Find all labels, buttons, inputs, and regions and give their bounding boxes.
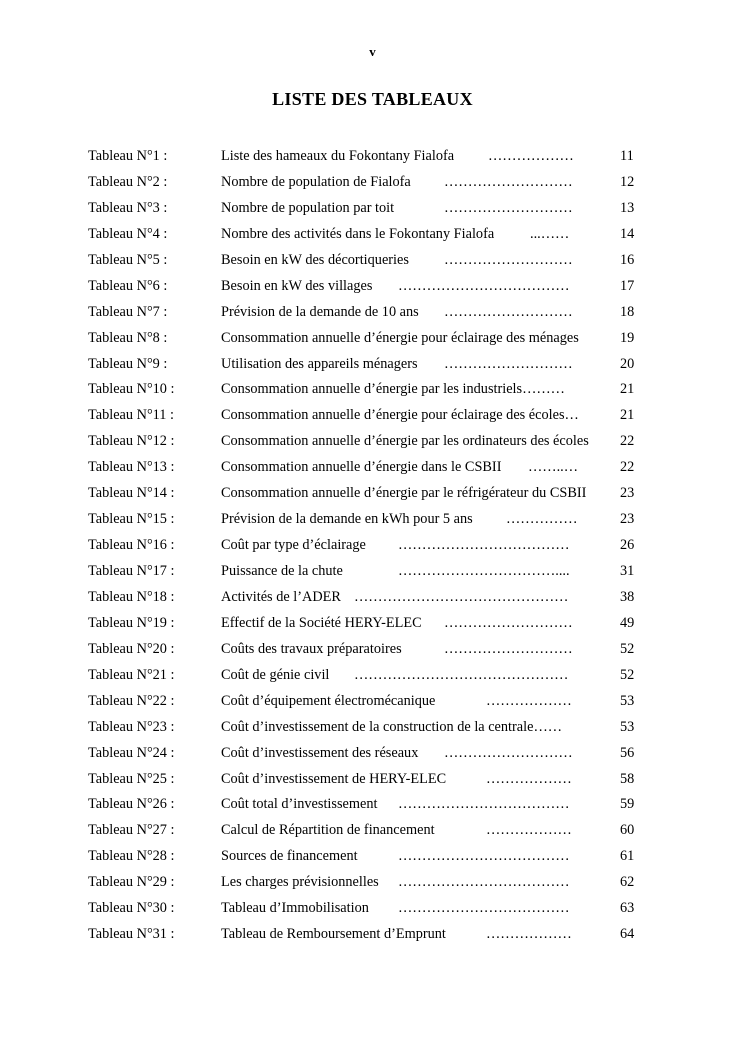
toc-entry-page-number: 52: [620, 666, 635, 683]
toc-entry[interactable]: [88, 481, 648, 507]
toc-entry[interactable]: [88, 507, 648, 533]
toc-entry-page-number: 11: [620, 148, 634, 164]
toc-entry-leader-dots: ………………………………: [398, 848, 570, 865]
toc-entry-label: Tableau N°19 :: [88, 614, 175, 631]
toc-entry-title: Consommation annuelle d’énergie par les industriels………: [221, 381, 565, 398]
toc-entry-page-number: 22: [620, 459, 635, 476]
toc-entry-title: Consommation annuelle d’énergie pour éclairage des écoles…: [221, 407, 579, 424]
toc-entry-title: Besoin en kW des villages: [221, 277, 373, 294]
toc-entry-title: Puissance de la chute: [221, 563, 343, 579]
toc-entry-label: Tableau N°21 :: [88, 666, 175, 683]
toc-entry[interactable]: [88, 637, 648, 663]
toc-entry-leader-dots: ………………………………………: [354, 588, 569, 605]
toc-entry-title: Nombre de population par toit: [221, 199, 395, 216]
toc-entry-title: Besoin en kW des décortiqueries: [221, 251, 409, 268]
toc-entry-page-number: 61: [620, 848, 635, 865]
toc-entry-leader-dots: ………………………: [444, 744, 573, 761]
toc-entry-page-number: 53: [620, 718, 635, 735]
toc-entry-label: Tableau N°23 :: [88, 718, 175, 735]
toc-entry-page-number: 20: [620, 355, 635, 372]
toc-entry-leader-dots: ………………………………………: [354, 666, 569, 683]
toc-entry-title: Utilisation des appareils ménagers: [221, 355, 418, 372]
toc-entry[interactable]: [88, 222, 648, 248]
toc-entry-page-number: 19: [620, 329, 635, 346]
toc-entry[interactable]: [88, 403, 648, 429]
toc-entry-title: Consommation annuelle d’énergie par les ordinateurs des écoles: [221, 433, 589, 450]
toc-entry-label: Tableau N°29 :: [88, 874, 175, 891]
toc-entry-leader-dots: ……………: [506, 511, 578, 528]
toc-entry-leader-dots: ………………: [486, 926, 572, 943]
toc-entry-label: Tableau N°6 :: [88, 277, 168, 294]
toc-entry-label: Tableau N°20 :: [88, 640, 175, 657]
toc-entry[interactable]: [88, 896, 648, 922]
toc-entry-leader-dots: ………………: [486, 770, 572, 787]
toc-entry-page-number: 23: [620, 485, 635, 502]
toc-entry-label: Tableau N°9 :: [88, 355, 168, 372]
toc-entry[interactable]: [88, 818, 648, 844]
toc-entry-label: Tableau N°7 :: [88, 303, 168, 320]
toc-entry-page-number: 64: [620, 926, 635, 943]
toc-entry-label: Tableau N°30 :: [88, 900, 175, 917]
toc-entry[interactable]: [88, 870, 648, 896]
toc-entry-leader-dots: ………………: [486, 822, 572, 839]
toc-entry[interactable]: [88, 559, 648, 585]
toc-entry[interactable]: [88, 455, 648, 481]
toc-entry[interactable]: [88, 844, 648, 870]
toc-entry[interactable]: [88, 792, 648, 818]
toc-entry-title: Tableau d’Immobilisation: [221, 900, 369, 917]
toc-entry-title: Consommation annuelle d’énergie par le réfrigérateur du CSBII: [221, 485, 587, 502]
toc-entry-label: Tableau N°18 :: [88, 588, 175, 605]
toc-entry-page-number: 14: [620, 225, 635, 242]
toc-entry-page-number: 12: [620, 173, 635, 190]
toc-entry-page-number: 53: [620, 692, 635, 709]
toc-entry-page-number: 52: [620, 640, 635, 657]
toc-entry-title: Coûts des travaux préparatoires: [221, 640, 402, 657]
toc-entry[interactable]: [88, 611, 648, 637]
toc-entry-page-number: 13: [620, 199, 635, 216]
toc-entry[interactable]: [88, 248, 648, 274]
toc-entry[interactable]: [88, 663, 648, 689]
toc-entry-title: Nombre des activités dans le Fokontany Fialofa: [221, 225, 495, 242]
toc-entry-title: Les charges prévisionnelles: [221, 874, 379, 891]
toc-entry-label: Tableau N°11 :: [88, 407, 174, 424]
toc-entry-label: Tableau N°27 :: [88, 822, 175, 839]
toc-entry-title: Nombre de population de Fialofa: [221, 173, 411, 190]
toc-entry-title: Consommation annuelle d’énergie pour éclairage des ménages: [221, 329, 579, 346]
toc-entry-label: Tableau N°10 :: [88, 381, 175, 398]
toc-entry-page-number: 58: [620, 770, 635, 787]
toc-entry-label: Tableau N°8 :: [88, 329, 168, 346]
toc-entry-title: Coût d’investissement de HERY-ELEC: [221, 770, 447, 787]
toc-entry-page-number: 31: [620, 563, 635, 579]
toc-entry-leader-dots: ………………………: [444, 355, 573, 372]
toc-entry[interactable]: [88, 429, 648, 455]
toc-entry-title: Effectif de la Société HERY-ELEC: [221, 614, 422, 631]
toc-entry-label: Tableau N°12 :: [88, 433, 175, 450]
toc-entry-label: Tableau N°16 :: [88, 537, 175, 554]
toc-entry-title: Coût d’équipement électromécanique: [221, 692, 436, 709]
toc-entry[interactable]: [88, 741, 648, 767]
toc-entry-leader-dots: ………………: [488, 148, 574, 164]
toc-entry-leader-dots: ……..…: [528, 459, 579, 476]
toc-entry-label: Tableau N°22 :: [88, 692, 175, 709]
toc-entry-page-number: 62: [620, 874, 635, 891]
toc-entry[interactable]: [88, 196, 648, 222]
toc-entry-leader-dots: ……………………………....: [398, 563, 570, 579]
toc-entry-leader-dots: ………………………: [444, 199, 573, 216]
toc-entry-page-number: 21: [620, 381, 635, 398]
toc-entry-title: Liste des hameaux du Fokontany Fialofa: [221, 148, 455, 164]
toc-entry-label: Tableau N°15 :: [88, 511, 175, 528]
toc-entry-leader-dots: ………………: [486, 692, 572, 709]
toc-entry-label: Tableau N°1 :: [88, 148, 168, 164]
toc-entry-label: Tableau N°31 :: [88, 926, 175, 943]
toc-entry-label: Tableau N°26 :: [88, 796, 175, 813]
toc-entry-leader-dots: ...……: [530, 225, 570, 242]
toc-entry-title: Calcul de Répartition de financement: [221, 822, 435, 839]
toc-entry-title: Sources de financement: [221, 848, 358, 865]
toc-entry-leader-dots: ………………………: [444, 173, 573, 190]
toc-entry-title: Tableau de Remboursement d’Emprunt: [221, 926, 446, 943]
page-number: v: [369, 44, 376, 59]
toc-entry[interactable]: [88, 352, 648, 378]
toc-entry-title: Coût de génie civil: [221, 666, 330, 683]
toc-entry-label: Tableau N°13 :: [88, 459, 175, 476]
toc-entry[interactable]: [88, 715, 648, 741]
toc-entry-title: Prévision de la demande en kWh pour 5 ans: [221, 511, 473, 528]
toc-entry[interactable]: [88, 585, 648, 611]
toc-entry-page-number: 23: [620, 511, 635, 528]
toc-entry[interactable]: [88, 533, 648, 559]
toc-entry-page-number: 56: [620, 744, 635, 761]
toc-entry-page-number: 49: [620, 614, 635, 631]
toc-entry[interactable]: [88, 326, 648, 352]
toc-entry-leader-dots: ………………………………: [398, 874, 570, 891]
toc-entry-label: Tableau N°14 :: [88, 485, 175, 502]
toc-entry-leader-dots: ………………………: [444, 614, 573, 631]
toc-entry-title: Coût d’investissement des réseaux: [221, 744, 419, 761]
toc-entry-title: Coût par type d’éclairage: [221, 537, 366, 554]
toc-entry-label: Tableau N°4 :: [88, 225, 168, 242]
toc-entry-page-number: 63: [620, 900, 635, 917]
toc-entry-leader-dots: ………………………………: [398, 796, 570, 813]
toc-entry-label: Tableau N°24 :: [88, 744, 175, 761]
toc-entry-title: Prévision de la demande de 10 ans: [221, 303, 419, 320]
toc-entry[interactable]: [88, 377, 648, 403]
toc-entry-page-number: 26: [620, 537, 635, 554]
toc-entry-page-number: 18: [620, 303, 635, 320]
toc-entry[interactable]: [88, 689, 648, 715]
toc-entry-leader-dots: ………………………: [444, 251, 573, 268]
toc-entry-leader-dots: ………………………………: [398, 900, 570, 917]
toc-entry-page-number: 59: [620, 796, 635, 813]
toc-entry-title: Consommation annuelle d’énergie dans le CSBII: [221, 459, 502, 476]
toc-entry-page-number: 60: [620, 822, 635, 839]
toc-entry-page-number: 38: [620, 588, 635, 605]
toc-entry-page-number: 16: [620, 251, 635, 268]
toc-entry[interactable]: [88, 274, 648, 300]
toc-entry-page-number: 17: [620, 277, 635, 294]
toc-entry[interactable]: [88, 922, 648, 948]
toc-entry-page-number: 22: [620, 433, 635, 450]
toc-entry-leader-dots: ………………………: [444, 640, 573, 657]
toc-entry[interactable]: [88, 300, 648, 326]
toc-entry-title: Coût total d’investissement: [221, 796, 378, 813]
toc-entry-label: Tableau N°25 :: [88, 770, 175, 787]
toc-entry-leader-dots: ………………………………: [398, 537, 570, 554]
toc-entry-label: Tableau N°17 :: [88, 563, 175, 579]
toc-entry[interactable]: [88, 144, 648, 170]
table-of-contents: [88, 144, 648, 948]
toc-entry-title: Activités de l’ADER: [221, 588, 341, 605]
toc-entry-label: Tableau N°2 :: [88, 173, 168, 190]
toc-entry-label: Tableau N°28 :: [88, 848, 175, 865]
toc-entry-leader-dots: ………………………………: [398, 277, 570, 294]
toc-entry[interactable]: [88, 170, 648, 196]
toc-entry-page-number: 21: [620, 407, 635, 424]
toc-entry[interactable]: [88, 767, 648, 793]
toc-entry-leader-dots: ………………………: [444, 303, 573, 320]
toc-entry-title: Coût d’investissement de la construction de la centrale……: [221, 718, 563, 735]
toc-entry-label: Tableau N°5 :: [88, 251, 168, 268]
toc-entry-label: Tableau N°3 :: [88, 199, 168, 216]
page-title: LISTE DES TABLEAUX: [272, 89, 473, 109]
